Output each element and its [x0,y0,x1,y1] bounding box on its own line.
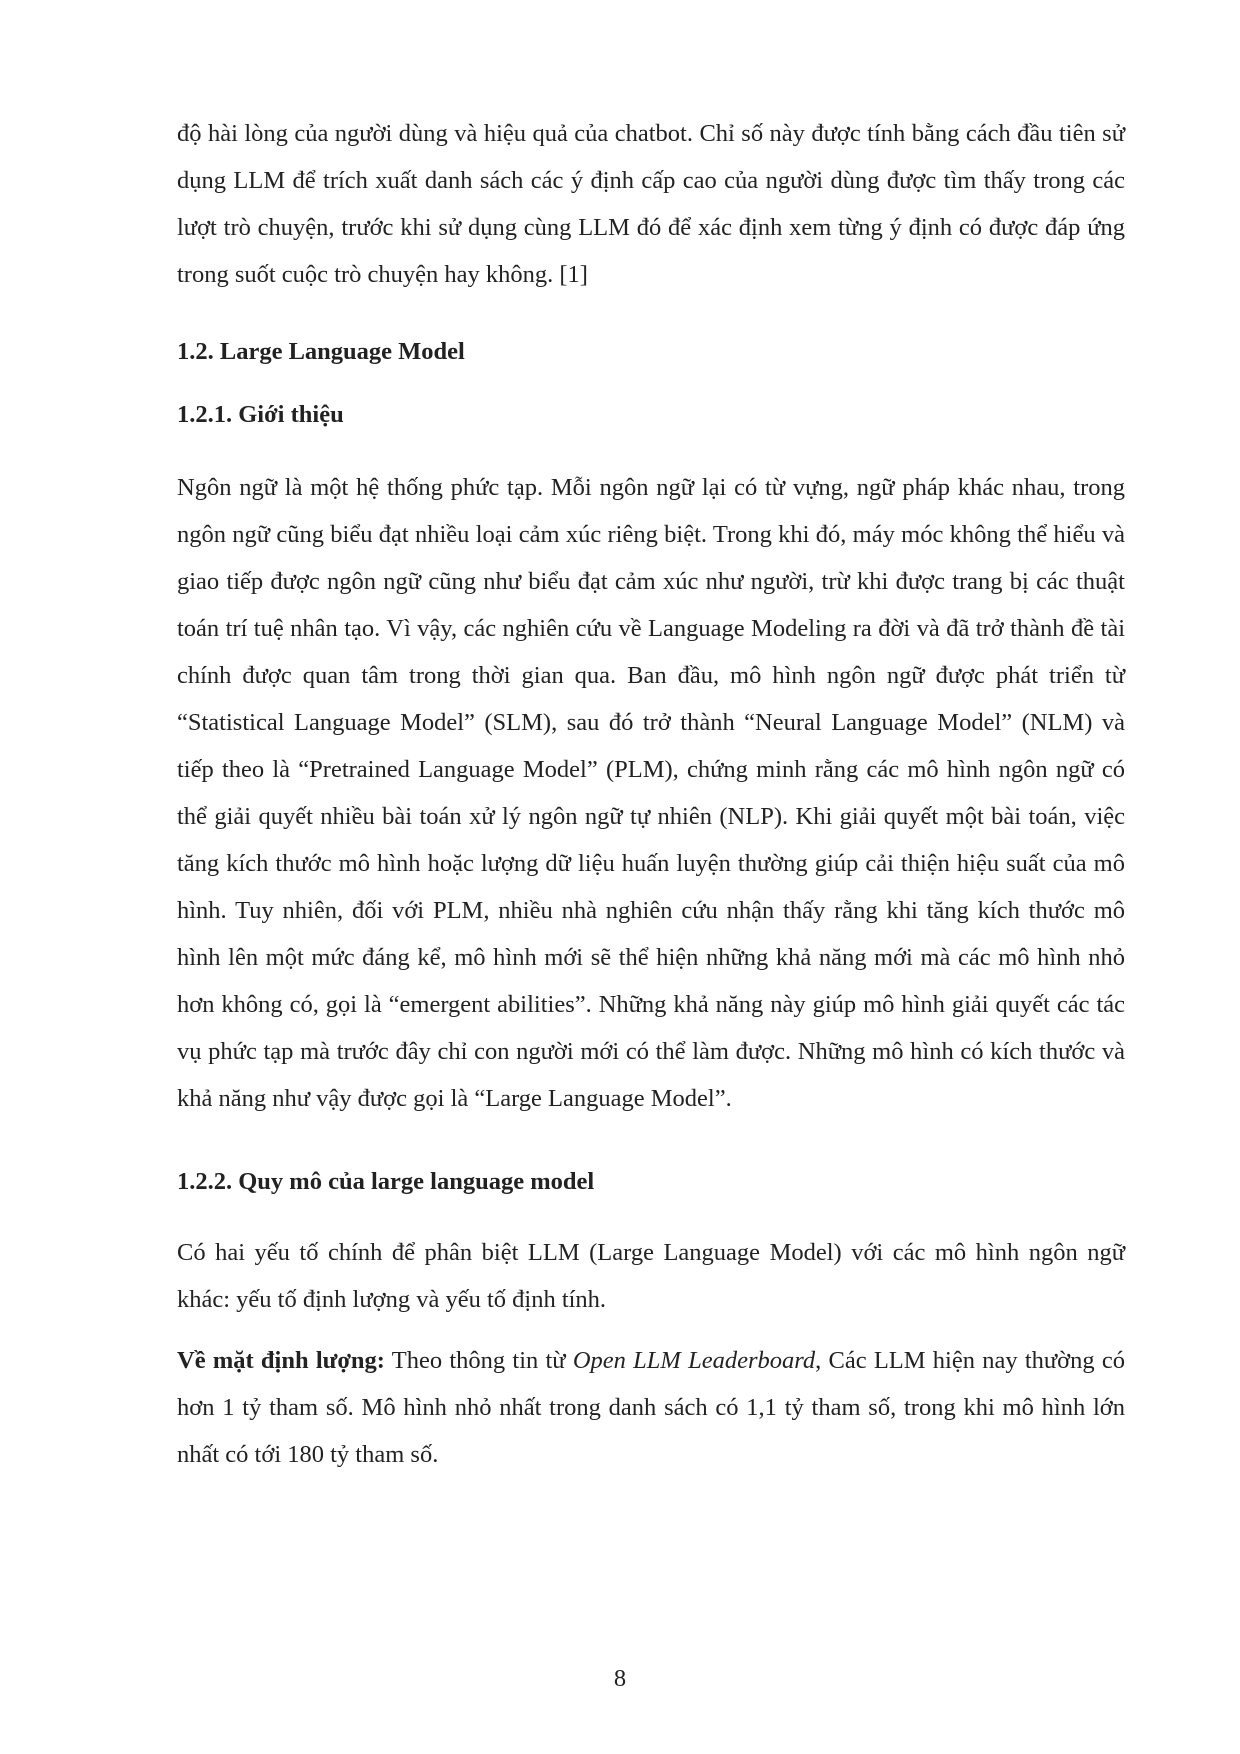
quantitative-text-before: Theo thông tin từ [384,1347,573,1374]
intro-paragraph: Ngôn ngữ là một hệ thống phức tạp. Mỗi ngôn ngữ lại có từ vựng, ngữ pháp khác nhau, trong ngôn ngữ cũng biểu đạt nhiều loại cảm xúc riêng biệt. Trong khi đó, máy móc không thể hiểu và giao tiếp được ngôn ngữ cũng như biểu đạt cảm xúc như người, trừ khi được trang bị các thuật toán trí tuệ nhân tạo. Vì vậy, các nghiên cứu về Language Modeling ra đời và đã trở thành đề tài chính được quan tâm trong thời gian qua. Ban đầu, mô hình ngôn ngữ được phát triển từ “Statistical Language Model” (SLM), sau đó trở thành “Neural Language Model” (NLM) và tiếp theo là “Pretrained Language Model” (PLM), chứng minh rằng các mô hình ngôn ngữ có thể giải quyết nhiều bài toán xử lý ngôn ngữ tự nhiên (NLP). Khi giải quyết một bài toán, việc tăng kích thước mô hình hoặc lượng dữ liệu huấn luyện thường giúp cải thiện hiệu suất của mô hình. Tuy nhiên, đối với PLM, nhiều nhà nghiên cứu nhận thấy rằng khi tăng kích thước mô hình lên một mức đáng kể, mô hình mới sẽ thể hiện những khả năng mới mà các mô hình nhỏ hơn không có, gọi là “emergent abilities”. Những khả năng này giúp mô hình giải quyết các tác vụ phức tạp mà trước đây chỉ con người mới có thể làm được. Những mô hình có kích thước và khả năng như vậy được gọi là “Large Language Model”. [177,474,1125,1112]
page-body [177,110,1125,1478]
subsection-heading-scale: 1.2.2. Quy mô của large language model [177,1168,595,1195]
quantitative-paragraph [177,1337,1125,1478]
quantitative-text-after: , Các LLM hiện nay thường có hơn 1 tỷ tham số. Mô hình nhỏ nhất trong danh sách có 1,1 tỷ tham số, trong khi mô hình lớn nhất có tới 180 tỷ tham số. [177,1347,1126,1468]
subsection-heading-intro: 1.2.1. Giới thiệu [177,401,344,428]
quantitative-source: Open LLM Leaderboard [572,1347,816,1374]
page-number: 8 [613,1665,627,1692]
continued-paragraph: độ hài lòng của người dùng và hiệu quả của chatbot. Chỉ số này được tính bằng cách đầu tiên sử dụng LLM để trích xuất danh sách các ý định cấp cao của người dùng được tìm thấy trong các lượt trò chuyện, trước khi sử dụng cùng LLM đó để xác định xem từng ý định có được đáp ứng trong suốt cuộc trò chuyện hay không. [1] [177,120,1125,288]
factors-paragraph: Có hai yếu tố chính để phân biệt LLM (Large Language Model) với các mô hình ngôn ngữ khác: yếu tố định lượng và yếu tố định tính. [177,1239,1125,1313]
quantitative-label: Về mặt định lượng: [177,1347,385,1374]
section-heading: 1.2. Large Language Model [177,338,465,365]
